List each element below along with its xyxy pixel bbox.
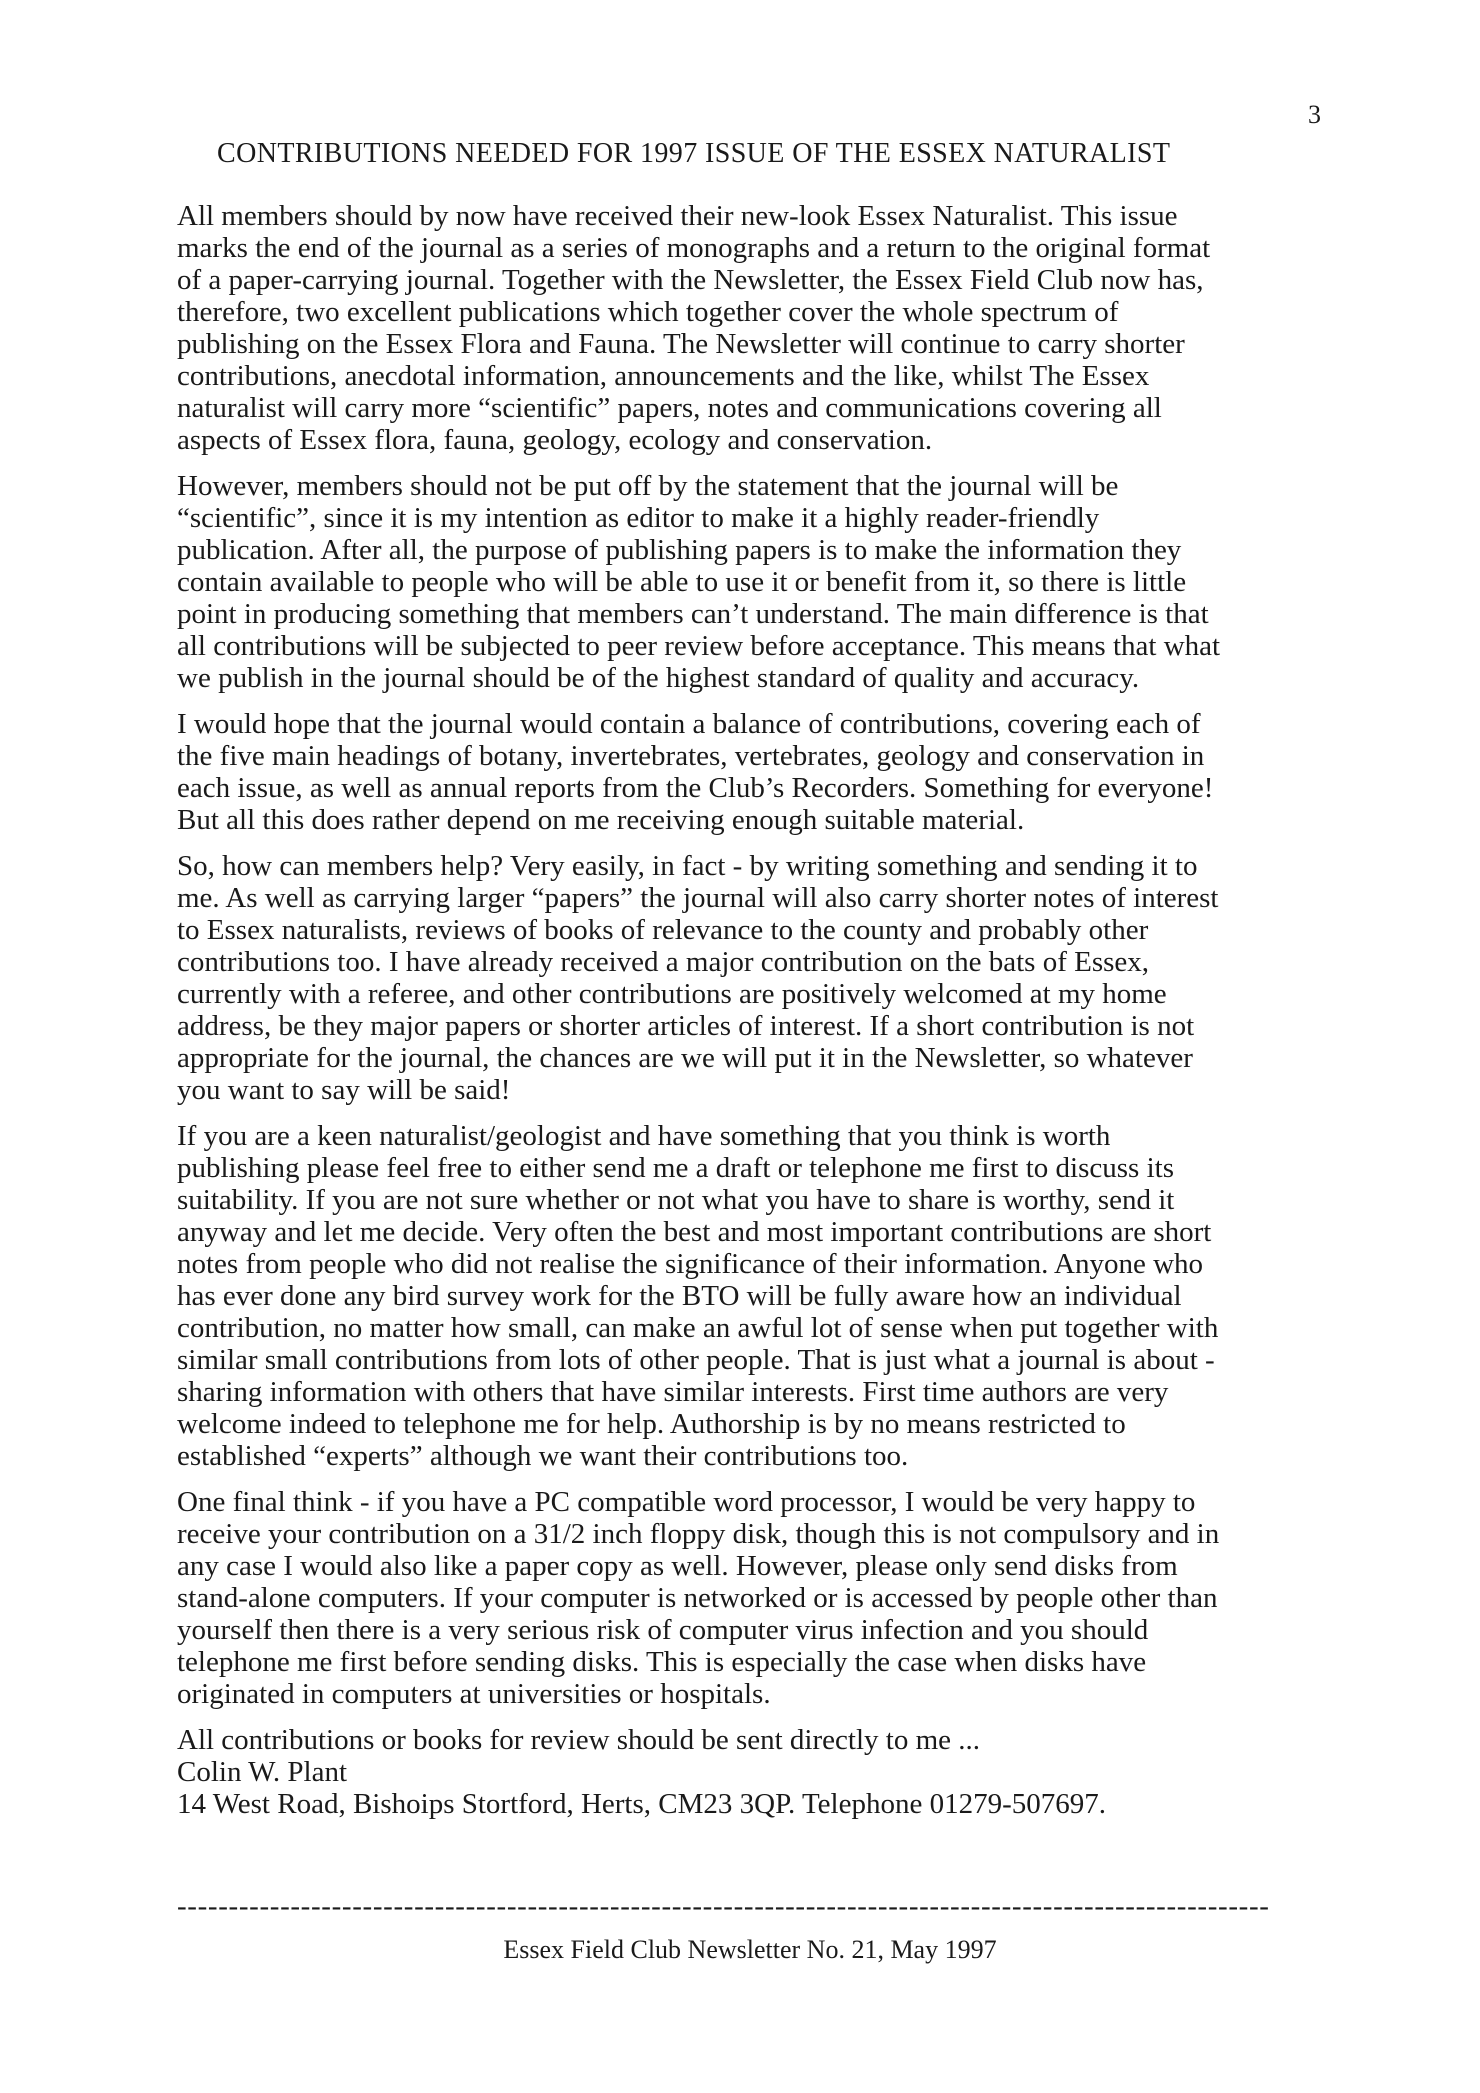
text-line: contribution, no matter how small, can make an awful lot of sense when put together with bbox=[177, 1312, 1219, 1344]
text-line: contributions, anecdotal information, announcements and the like, whilst The Essex bbox=[177, 360, 1150, 392]
text-line: similar small contributions from lots of other people. That is just what a journal is about - bbox=[177, 1344, 1215, 1376]
text-line: stand-alone computers. If your computer is networked or is accessed by people other than bbox=[177, 1582, 1218, 1614]
text-line: welcome indeed to telephone me for help. Authorship is by no means restricted to bbox=[177, 1408, 1126, 1440]
text-line: each issue, as well as annual reports from the Club’s Recorders. Something for everyone! bbox=[177, 772, 1214, 804]
text-line: However, members should not be put off by the statement that the journal will be bbox=[177, 470, 1119, 502]
dashed-divider: ---------------------------------------------------------------------------------------------------------- bbox=[177, 1890, 1270, 1922]
text-line: of a paper-carrying journal. Together with the Newsletter, the Essex Field Club now has, bbox=[177, 264, 1204, 296]
author-name: Colin W. Plant bbox=[177, 1756, 348, 1788]
text-line: you want to say will be said! bbox=[177, 1074, 511, 1106]
text-line: yourself then there is a very serious risk of computer virus infection and you should bbox=[177, 1614, 1149, 1646]
text-line: If you are a keen naturalist/geologist and have something that you think is worth bbox=[177, 1120, 1111, 1152]
closing-contact-block bbox=[177, 1724, 1347, 1820]
text-line: me. As well as carrying larger “papers” the journal will also carry shorter notes of interest bbox=[177, 882, 1219, 914]
page-number: 3 bbox=[1308, 100, 1321, 129]
text-line: “scientific”, since it is my intention as editor to make it a highly reader-friendly bbox=[177, 502, 1100, 534]
text-line: I would hope that the journal would contain a balance of contributions, covering each of bbox=[177, 708, 1201, 740]
article-body bbox=[177, 200, 1347, 1834]
text-line: the five main headings of botany, invertebrates, vertebrates, geology and conservation in bbox=[177, 740, 1205, 772]
text-line: sharing information with others that have similar interests. First time authors are very bbox=[177, 1376, 1169, 1408]
author-address: 14 West Road, Bishoips Stortford, Herts, CM23 3QP. Telephone 01279-507697. bbox=[177, 1788, 1106, 1820]
newsletter-footer: Essex Field Club Newsletter No. 21, May 1997 bbox=[503, 1935, 997, 1964]
article-heading: CONTRIBUTIONS NEEDED FOR 1997 ISSUE OF THE ESSEX NATURALIST bbox=[217, 138, 1171, 169]
text-line: point in producing something that members can’t understand. The main difference is that bbox=[177, 598, 1209, 630]
closing-intro: All contributions or books for review should be sent directly to me ... bbox=[177, 1724, 980, 1756]
text-line: anyway and let me decide. Very often the best and most important contributions are short bbox=[177, 1216, 1212, 1248]
text-line: marks the end of the journal as a series of monographs and a return to the original format bbox=[177, 232, 1211, 264]
text-line: notes from people who did not realise the significance of their information. Anyone who bbox=[177, 1248, 1204, 1280]
text-line: address, be they major papers or shorter articles of interest. If a short contribution is not bbox=[177, 1010, 1195, 1042]
text-line: publication. After all, the purpose of publishing papers is to make the information they bbox=[177, 534, 1182, 566]
text-line: appropriate for the journal, the chances are we will put it in the Newsletter, so whatever bbox=[177, 1042, 1193, 1074]
text-line: therefore, two excellent publications which together cover the whole spectrum of bbox=[177, 296, 1119, 328]
text-line: originated in computers at universities or hospitals. bbox=[177, 1678, 771, 1710]
text-line: telephone me first before sending disks. This is especially the case when disks have bbox=[177, 1646, 1147, 1678]
text-line: any case I would also like a paper copy as well. However, please only send disks from bbox=[177, 1550, 1178, 1582]
paragraph-how-to-help bbox=[177, 850, 1347, 1106]
text-line: But all this does rather depend on me receiving enough suitable material. bbox=[177, 804, 1025, 836]
text-line: all contributions will be subjected to peer review before acceptance. This means that what bbox=[177, 630, 1221, 662]
text-line: has ever done any bird survey work for the BTO will be fully aware how an individual bbox=[177, 1280, 1182, 1312]
text-line: publishing on the Essex Flora and Fauna. The Newsletter will continue to carry shorter bbox=[177, 328, 1185, 360]
text-line: suitability. If you are not sure whether or not what you have to share is worthy, send it bbox=[177, 1184, 1175, 1216]
text-line: publishing please feel free to either send me a draft or telephone me first to discuss its bbox=[177, 1152, 1174, 1184]
text-line: established “experts” although we want their contributions too. bbox=[177, 1440, 909, 1472]
text-line: So, how can members help? Very easily, in fact - by writing something and sending it to bbox=[177, 850, 1198, 882]
text-line: contributions too. I have already received a major contribution on the bats of Essex, bbox=[177, 946, 1150, 978]
paragraph-balance bbox=[177, 708, 1347, 836]
text-line: One final think - if you have a PC compatible word processor, I would be very happy to bbox=[177, 1486, 1196, 1518]
paragraph-scientific bbox=[177, 470, 1347, 694]
text-line: contain available to people who will be able to use it or benefit from it, so there is little bbox=[177, 566, 1187, 598]
text-line: naturalist will carry more “scientific” papers, notes and communications covering all bbox=[177, 392, 1162, 424]
text-line: All members should by now have received their new-look Essex Naturalist. This issue bbox=[177, 200, 1178, 232]
text-line: aspects of Essex flora, fauna, geology, ecology and conservation. bbox=[177, 424, 933, 456]
paragraph-keen-naturalist bbox=[177, 1120, 1347, 1472]
text-line: we publish in the journal should be of the highest standard of quality and accuracy. bbox=[177, 662, 1140, 694]
text-line: to Essex naturalists, reviews of books of relevance to the county and probably other bbox=[177, 914, 1149, 946]
paragraph-floppy-disk bbox=[177, 1486, 1347, 1710]
text-line: currently with a referee, and other contributions are positively welcomed at my home bbox=[177, 978, 1167, 1010]
text-line: receive your contribution on a 31/2 inch floppy disk, though this is not compulsory and in bbox=[177, 1518, 1220, 1550]
paragraph-intro bbox=[177, 200, 1347, 456]
